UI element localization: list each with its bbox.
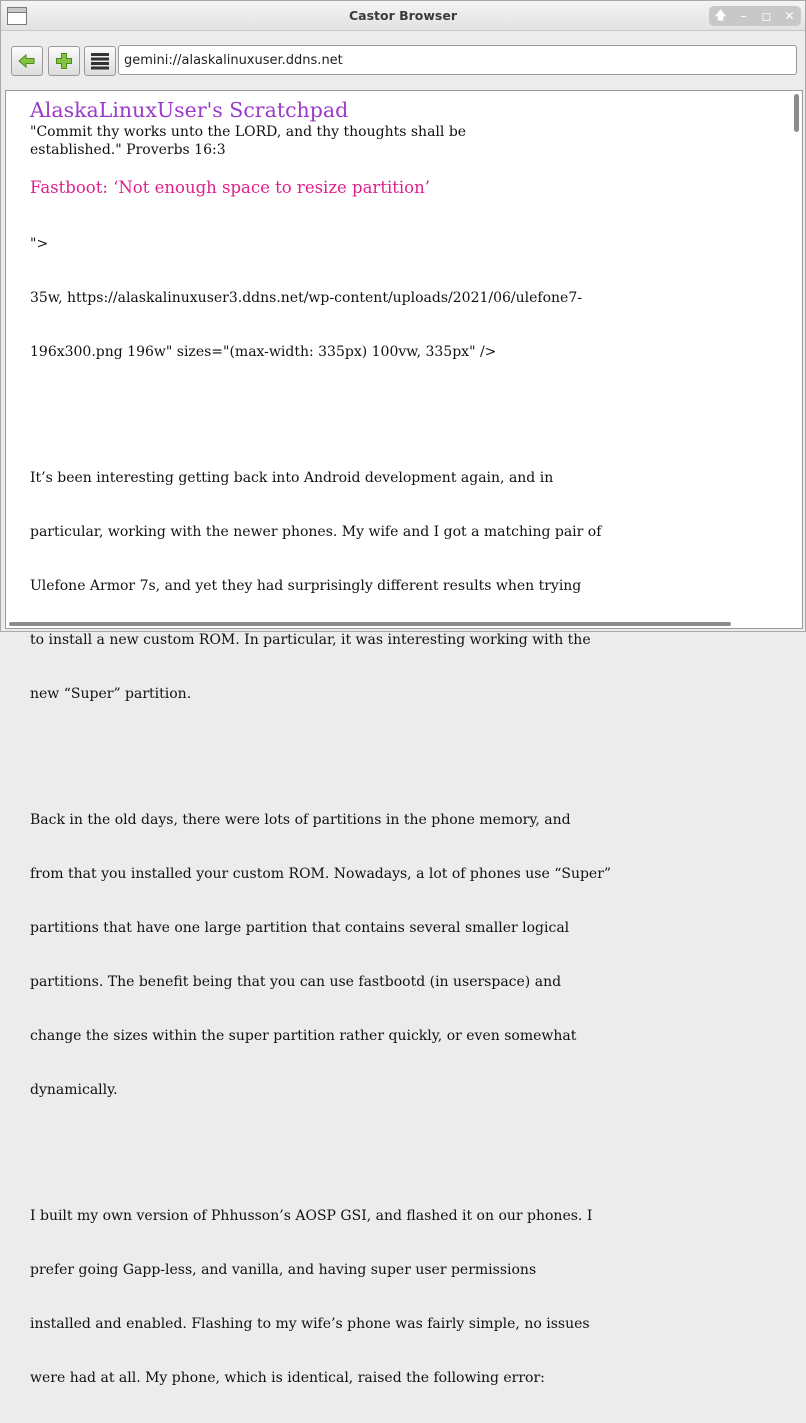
paragraph-line: were had at all. My phone, which is identical, raised the following error:	[30, 1370, 545, 1386]
gemini-page	[30, 97, 670, 1423]
paragraph-1	[30, 433, 670, 739]
minimize-icon[interactable]: –	[740, 9, 747, 23]
paragraph-line: to install a new custom ROM. In particular, it was interesting working with the	[30, 632, 591, 648]
paragraph-line: partitions that have one large partition that contains several smaller logical	[30, 920, 570, 936]
paragraph-line: particular, working with the newer phones. My wife and I got a matching pair of	[30, 524, 602, 540]
paragraph-line: Back in the old days, there were lots of partitions in the phone memory, and	[30, 812, 571, 828]
quote-line: established." Proverbs 16:3	[30, 142, 226, 158]
paragraph-line: It’s been interesting getting back into Android development again, and in	[30, 470, 554, 486]
left-arrow-icon	[18, 53, 36, 69]
page-content[interactable]	[5, 90, 803, 1386]
window-title: Castor Browser	[348, 8, 458, 23]
add-bookmark-button[interactable]	[48, 46, 80, 76]
restore-icon[interactable]: ◻	[761, 9, 772, 23]
paragraph-line: installed and enabled. Flashing to my wife’s phone was fairly simple, no issues	[30, 1316, 590, 1332]
paragraph-line: Ulefone Armor 7s, and yet they had surprisingly different results when trying	[30, 578, 582, 594]
html-fragment	[30, 199, 670, 397]
quote-line: "Commit thy works unto the LORD, and thy thoughts shall be	[30, 124, 467, 140]
fragment-line: 196x300.png 196w" sizes="(max-width: 335px) 100vw, 335px" />	[30, 344, 497, 360]
vertical-scroll-thumb[interactable]	[794, 94, 799, 132]
page-title: AlaskaLinuxUser's Scratchpad	[30, 98, 349, 122]
quote	[30, 123, 670, 159]
title-bar[interactable]	[1, 1, 805, 31]
post-title: Fastboot: ‘Not enough space to resize partition’	[30, 178, 430, 197]
paragraph-line: prefer going Gapp-less, and vanilla, and having super user permissions	[30, 1262, 537, 1278]
url-input[interactable]	[118, 45, 797, 75]
fragment-line: 35w, https://alaskalinuxuser3.ddns.net/wp-content/uploads/2021/06/ulefone7-	[30, 290, 582, 306]
horizontal-scrollbar[interactable]	[7, 621, 797, 627]
paragraph-2	[30, 775, 670, 1135]
paragraph-line: from that you installed your custom ROM. Nowadays, a lot of phones use “Super”	[30, 866, 612, 882]
maximize-up-icon[interactable]: 🡅	[714, 7, 727, 22]
menu-button[interactable]	[84, 46, 116, 76]
vertical-scrollbar[interactable]	[793, 92, 801, 627]
window-controls	[709, 6, 801, 26]
paragraph-3	[30, 1171, 670, 1423]
paragraph-line: change the sizes within the super partition rather quickly, or even somewhat	[30, 1028, 577, 1044]
back-button[interactable]	[11, 46, 43, 76]
paragraph-line: new “Super” partition.	[30, 686, 192, 702]
horizontal-scroll-thumb[interactable]	[9, 622, 731, 626]
paragraph-line: dynamically.	[30, 1082, 118, 1098]
plus-icon	[55, 52, 73, 70]
fragment-line: ">	[30, 236, 49, 252]
paragraph-line: partitions. The benefit being that you can use fastbootd (in userspace) and	[30, 974, 562, 990]
paragraph-line: I built my own version of Phhusson’s AOSP GSI, and flashed it on our phones. I	[30, 1208, 593, 1224]
close-icon[interactable]: ✕	[784, 9, 795, 23]
toolbar	[1, 32, 805, 88]
hamburger-menu-icon	[90, 52, 110, 70]
